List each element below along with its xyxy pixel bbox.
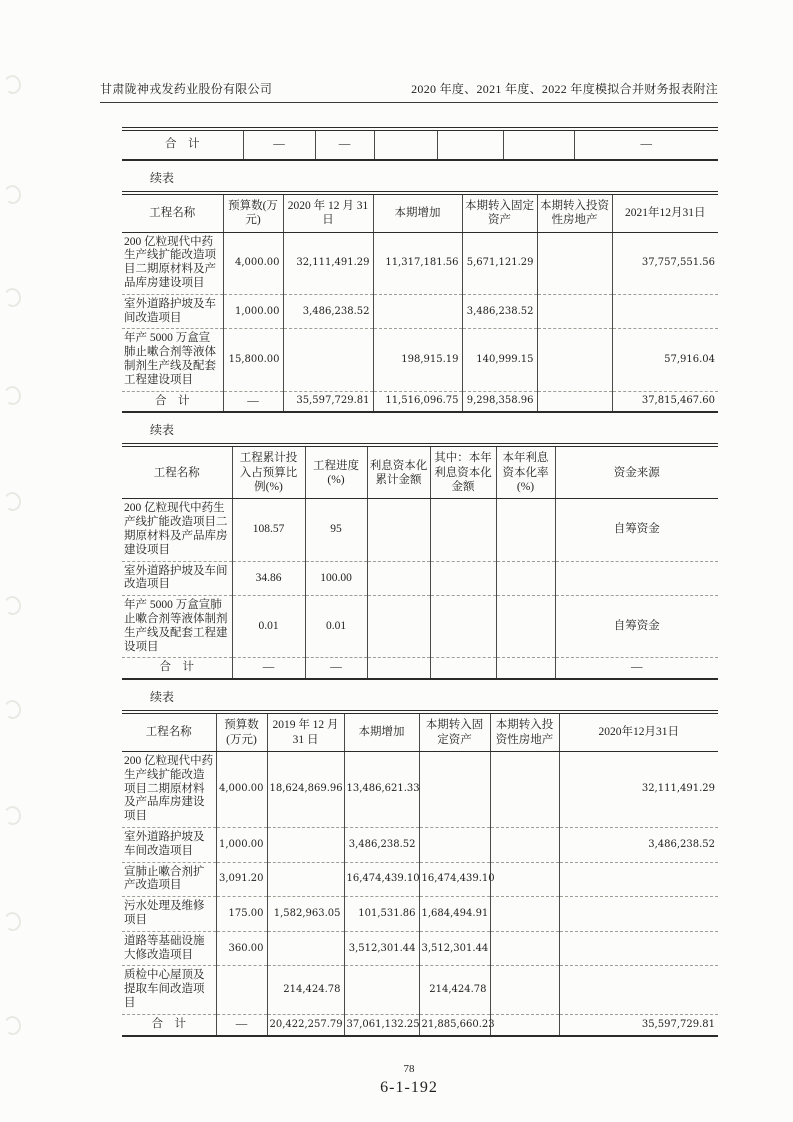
document-code: 6-1-192 <box>380 1078 438 1096</box>
value-cell: 3,512,301.44 <box>419 931 490 966</box>
value-cell: 35,597,729.81 <box>559 1014 718 1035</box>
binding-hole-artifact <box>2 1015 22 1037</box>
column-header: 本期增加 <box>373 193 462 232</box>
cip-movements-table-2020 <box>122 710 718 1036</box>
value-cell: 32,111,491.29 <box>559 751 718 827</box>
binding-hole-artifact <box>2 911 22 933</box>
column-header: 2020 年 12 月 31 日 <box>283 193 373 232</box>
value-cell <box>490 897 559 932</box>
binding-hole-artifact <box>2 184 22 206</box>
carryover-total-table <box>122 127 718 161</box>
total-row <box>122 658 718 679</box>
value-cell: 5,671,121.29 <box>462 232 537 294</box>
value-cell <box>496 596 555 658</box>
column-header: 利息资本化累计金额 <box>367 445 430 499</box>
value-cell <box>537 329 612 391</box>
table-row <box>122 499 718 561</box>
continued-table-label: 续表 <box>150 423 175 438</box>
value-cell: 360.00 <box>216 931 267 966</box>
value-cell <box>267 931 344 966</box>
value-cell <box>503 129 574 160</box>
column-header: 其中：本年利息资本化金额 <box>430 445 496 499</box>
column-header: 本期转入固定资产 <box>419 712 490 751</box>
value-cell: 11,516,096.75 <box>373 391 462 412</box>
project-name-cell: 宣肺止嗽合剂扩产改造项目 <box>122 862 216 897</box>
value-cell: — <box>232 658 305 679</box>
value-cell: 108.57 <box>232 499 305 561</box>
table-row <box>122 561 718 596</box>
value-cell: 37,061,132.25 <box>344 1014 419 1035</box>
table-row <box>122 897 718 932</box>
value-cell <box>496 658 555 679</box>
value-cell <box>537 391 612 412</box>
report-title: 2020 年度、2021 年度、2022 年度模拟合并财务报表附注 <box>411 82 718 96</box>
total-label-cell: 合 计 <box>165 138 200 150</box>
total-row <box>122 1014 718 1035</box>
table-row <box>122 862 718 897</box>
value-cell: 13,486,621.33 <box>344 751 419 827</box>
value-cell: 1,684,494.91 <box>419 897 490 932</box>
value-cell: 57,916.04 <box>612 329 718 391</box>
binding-hole-artifact <box>2 805 22 827</box>
value-cell: 3,512,301.44 <box>344 931 419 966</box>
continued-table-label: 续表 <box>150 170 175 185</box>
value-cell: 16,474,439.10 <box>419 862 490 897</box>
table-row <box>122 596 718 658</box>
project-name-cell: 室外道路护坡及车间改造项目 <box>122 294 223 329</box>
value-cell: — <box>216 1014 267 1035</box>
column-header: 本期转入投资性房地产 <box>537 193 612 232</box>
value-cell: 9,298,358.96 <box>462 391 537 412</box>
page-header <box>100 80 718 103</box>
value-cell: 20,422,257.79 <box>267 1014 344 1035</box>
project-name-cell: 室外道路护坡及车间改造项目 <box>122 827 216 862</box>
total-label-cell: 合 计 <box>122 1014 216 1035</box>
page-number: 78 <box>403 1062 415 1075</box>
value-cell: 1,582,963.05 <box>267 897 344 932</box>
value-cell: 21,885,660.23 <box>419 1014 490 1035</box>
value-cell <box>374 129 437 160</box>
value-cell: — <box>223 391 283 412</box>
value-cell <box>559 966 718 1014</box>
value-cell: 1,000.00 <box>216 827 267 862</box>
project-name-cell: 200 亿粒现代中药生产线扩能改造项目二期原材料及产品库房建设项目 <box>124 235 216 289</box>
value-cell <box>283 329 373 391</box>
value-cell <box>490 931 559 966</box>
value-cell: 37,815,467.60 <box>612 391 718 412</box>
value-cell: 95 <box>305 499 367 561</box>
value-cell: — <box>315 129 374 160</box>
value-cell: 16,474,439.10 <box>344 862 419 897</box>
value-cell <box>367 658 430 679</box>
value-cell <box>559 931 718 966</box>
project-name-cell: 污水处理及维修项目 <box>122 897 216 932</box>
value-cell: 3,486,238.52 <box>559 827 718 862</box>
value-cell <box>430 596 496 658</box>
value-cell: 214,424.78 <box>419 966 490 1014</box>
table-row <box>122 232 718 294</box>
value-cell <box>490 1014 559 1035</box>
binding-hole-artifact <box>2 287 22 309</box>
value-cell <box>267 827 344 862</box>
value-cell <box>490 751 559 827</box>
value-cell: 32,111,491.29 <box>283 232 373 294</box>
value-cell <box>496 561 555 596</box>
value-cell: — <box>243 129 315 160</box>
column-header: 工程进度(%) <box>305 445 367 499</box>
table-row <box>122 294 718 329</box>
column-header: 预算数(万元) <box>223 193 283 232</box>
value-cell: 37,757,551.56 <box>612 232 718 294</box>
value-cell: 3,486,238.52 <box>344 827 419 862</box>
value-cell: 1,000.00 <box>223 294 283 329</box>
value-cell <box>612 294 718 329</box>
value-cell: 214,424.78 <box>267 966 344 1014</box>
value-cell <box>267 862 344 897</box>
table-row <box>122 329 718 391</box>
cip-movements-table-2021 <box>122 191 718 414</box>
value-cell <box>559 897 718 932</box>
value-cell: 35,597,729.81 <box>283 391 373 412</box>
column-header: 预算数(万元) <box>216 712 267 751</box>
column-header: 资金来源 <box>555 445 718 499</box>
column-header: 本期转入固定资产 <box>462 193 537 232</box>
value-cell <box>367 596 430 658</box>
project-name-cell: 道路等基础设施大修改造项目 <box>122 931 216 966</box>
value-cell <box>430 658 496 679</box>
value-cell: — <box>574 129 718 160</box>
value-cell <box>490 862 559 897</box>
column-header: 本期增加 <box>344 712 419 751</box>
value-cell: 140,999.15 <box>462 329 537 391</box>
binding-hole-artifact <box>2 385 22 407</box>
total-label-cell: 合 计 <box>122 658 232 679</box>
column-header: 工程累计投入占预算比例(%) <box>232 445 305 499</box>
table-row <box>122 827 718 862</box>
table-row <box>122 931 718 966</box>
company-name: 甘肃陇神戎发药业股份有限公司 <box>100 82 273 96</box>
value-cell: 3,091.20 <box>216 862 267 897</box>
value-cell: 0.01 <box>232 596 305 658</box>
project-name-cell: 年产 5000 万盒宣肺止嗽合剂等液体制剂生产线及配套工程建设项目 <box>122 329 223 391</box>
total-label-cell: 合 计 <box>122 391 223 412</box>
value-cell <box>367 499 430 561</box>
continued-table-label: 续表 <box>150 690 175 705</box>
value-cell: 18,624,869.96 <box>267 751 344 827</box>
value-cell: 4,000.00 <box>216 751 267 827</box>
value-cell: 15,800.00 <box>223 329 283 391</box>
value-cell: 175.00 <box>216 897 267 932</box>
value-cell: 自筹资金 <box>555 499 718 561</box>
binding-hole-artifact <box>2 699 22 721</box>
column-header: 本年利息资本化率(%) <box>496 445 555 499</box>
column-header: 工程名称 <box>122 445 232 499</box>
value-cell <box>419 751 490 827</box>
project-name-cell: 年产 5000 万盒宣肺止嗽合剂等液体制剂生产线及配套工程建设项目 <box>122 596 232 658</box>
total-row <box>122 391 718 412</box>
value-cell: 3,486,238.52 <box>283 294 373 329</box>
cip-progress-funding-table <box>122 443 718 680</box>
value-cell: 自筹资金 <box>555 596 718 658</box>
value-cell <box>430 499 496 561</box>
value-cell: 4,000.00 <box>223 232 283 294</box>
table-row <box>122 966 718 1014</box>
value-cell <box>344 966 419 1014</box>
value-cell <box>537 232 612 294</box>
project-name-cell: 200 亿粒现代中药生产线扩能改造项目二期原材料及产品库房建设项目 <box>124 502 228 556</box>
value-cell: 198,915.19 <box>373 329 462 391</box>
binding-hole-artifact <box>2 74 22 96</box>
value-cell: — <box>555 658 718 679</box>
value-cell <box>555 561 718 596</box>
column-header: 本期转入投资性房地产 <box>490 712 559 751</box>
value-cell: 100.00 <box>305 561 367 596</box>
binding-hole-artifact <box>2 491 22 513</box>
project-name-cell: 200 亿粒现代中药生产线扩能改造项目二期原材料及产品库房建设项目 <box>124 754 214 823</box>
column-header: 2020年12月31日 <box>559 712 718 751</box>
project-name-cell: 质检中心屋顶及提取车间改造项目 <box>122 966 216 1014</box>
value-cell <box>367 561 430 596</box>
value-cell <box>430 561 496 596</box>
column-header: 2019 年 12 月 31 日 <box>267 712 344 751</box>
page-footer <box>100 1063 718 1097</box>
table-row <box>122 751 718 827</box>
value-cell <box>490 827 559 862</box>
value-cell <box>537 294 612 329</box>
value-cell: 3,486,238.52 <box>462 294 537 329</box>
value-cell <box>490 966 559 1014</box>
header-row <box>122 712 718 751</box>
column-header: 2021年12月31日 <box>612 193 718 232</box>
value-cell <box>496 499 555 561</box>
column-header: 工程名称 <box>122 193 223 232</box>
column-header: 工程名称 <box>122 712 216 751</box>
value-cell <box>437 129 503 160</box>
value-cell: 34.86 <box>232 561 305 596</box>
value-cell: — <box>305 658 367 679</box>
value-cell: 11,317,181.56 <box>373 232 462 294</box>
header-row <box>122 445 718 499</box>
binding-hole-artifact <box>2 595 22 617</box>
value-cell: 0.01 <box>305 596 367 658</box>
value-cell <box>559 862 718 897</box>
header-row <box>122 193 718 232</box>
value-cell <box>216 966 267 1014</box>
value-cell <box>373 294 462 329</box>
value-cell: 101,531.86 <box>344 897 419 932</box>
value-cell <box>419 827 490 862</box>
total-row <box>122 129 718 160</box>
project-name-cell: 室外道路护坡及车间改造项目 <box>122 561 232 596</box>
